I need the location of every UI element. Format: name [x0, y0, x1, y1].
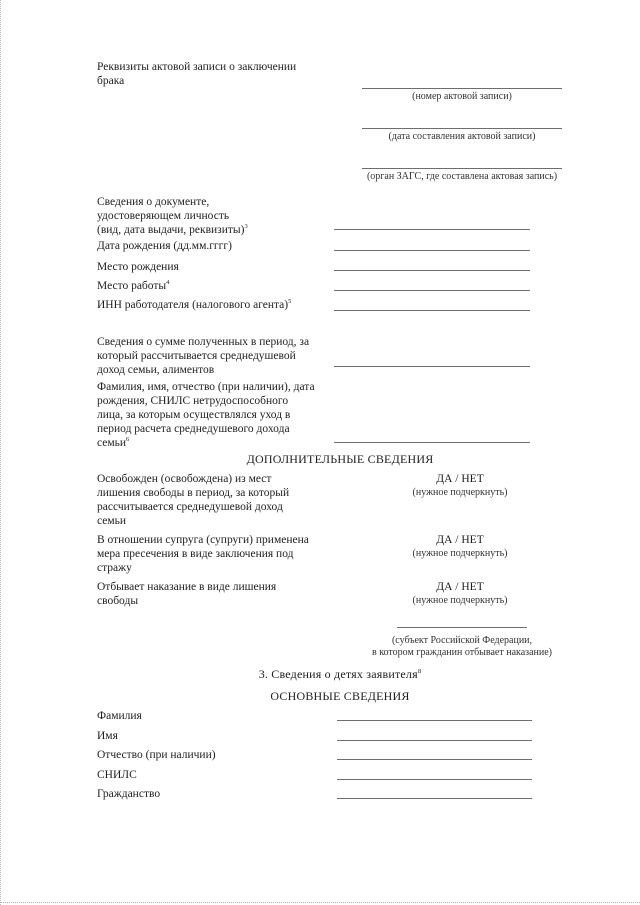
children-heading: ОСНОВНЫЕ СВЕДЕНИЯ [270, 689, 410, 703]
care-line: лица, за которым осуществлялся уход в [97, 409, 291, 421]
identity-document-line: (вид, дата выдачи, реквизиты)$^3$ [97, 223, 248, 236]
care-line: период расчета среднедушевого дохода [97, 423, 290, 435]
employer-inn-label: ИНН работодателя (налогового агента)$^5$ [97, 298, 292, 311]
employer-inn-field[interactable] [334, 310, 530, 311]
subject-caption [350, 635, 574, 659]
workplace-field[interactable] [334, 290, 530, 291]
alimony-line: доход семьи, алиментов [97, 364, 215, 376]
serving-line: Отбывает наказание в виде лишения [97, 581, 277, 593]
alimony-label [97, 335, 309, 377]
released-label [97, 472, 289, 528]
footnote-mark: 4 [166, 279, 170, 287]
child-surname-label: Фамилия [97, 710, 142, 722]
identity-document-line: удостоверяющем личность [97, 210, 230, 222]
serving-label [97, 580, 276, 608]
footnote-mark: 8 [417, 668, 422, 675]
child-snils-field[interactable] [337, 779, 532, 780]
identity-document-line: Сведения о документе, [97, 196, 210, 208]
registry-office-caption: (орган ЗАГС, где составлена актовая запись) [366, 171, 558, 182]
child-snils-label: СНИЛС [97, 769, 137, 781]
registry-title-line: брака [97, 75, 125, 87]
page-bottom-edge [0, 902, 640, 903]
record-number-caption: (номер актовой записи) [412, 91, 512, 102]
released-yes-no[interactable]: ДА / НЕТ [436, 473, 484, 485]
released-line: Освобожден (освобождена) из мест [97, 473, 272, 485]
child-citizenship-field[interactable] [337, 798, 532, 799]
subject-caption-line: в котором гражданин отбывает наказание) [371, 647, 553, 658]
care-field[interactable] [334, 442, 530, 443]
footnote-mark: 6 [126, 436, 130, 444]
identity-document-label [97, 195, 248, 237]
alimony-line: который рассчитывается среднедушевой [97, 350, 296, 362]
birth-place-field[interactable] [334, 270, 530, 271]
record-number-field[interactable] [362, 88, 562, 89]
registry-office-field[interactable] [362, 168, 562, 169]
workplace-label: Место работы$^4$ [97, 279, 170, 292]
custody-line: мера пресечения в виде заключения под [97, 548, 294, 560]
footnote-mark: 3 [244, 223, 248, 231]
child-name-field[interactable] [337, 740, 532, 741]
custody-yes-no[interactable]: ДА / НЕТ [436, 534, 484, 546]
child-patronymic-label: Отчество (при наличии) [97, 749, 216, 761]
care-line: рождения, СНИЛС нетрудоспособного [97, 395, 289, 407]
identity-document-field[interactable] [334, 229, 530, 230]
released-hint: (нужное подчеркнуть) [412, 487, 508, 498]
subject-caption-line: (субъект Российской Федерации, [391, 635, 533, 646]
released-line: рассчитывается среднедушевой доход [97, 501, 283, 513]
birth-date-label: Дата рождения (дд.мм.гггг) [97, 240, 232, 252]
released-line: семьи [97, 515, 127, 527]
child-surname-field[interactable] [337, 720, 532, 721]
serving-hint: (нужное подчеркнуть) [412, 595, 508, 606]
subject-field[interactable] [397, 627, 527, 628]
custody-hint: (нужное подчеркнуть) [412, 548, 508, 559]
serving-line: свободы [97, 595, 139, 607]
care-line: семьи$^6$ [97, 436, 130, 449]
care-label [97, 380, 315, 450]
alimony-field[interactable] [334, 366, 530, 367]
child-citizenship-label: Гражданство [97, 788, 161, 800]
record-date-field[interactable] [362, 128, 562, 129]
registry-title-line: Реквизиты актовой записи о заключении [97, 61, 297, 73]
custody-line: стражу [97, 562, 132, 574]
child-patronymic-field[interactable] [337, 759, 532, 760]
registry-title [97, 60, 296, 88]
page-left-edge [0, 0, 2, 905]
birth-date-field[interactable] [334, 250, 530, 251]
custody-label [97, 533, 309, 575]
footnote-mark: 5 [288, 298, 292, 306]
record-date-caption: (дата составления актовой записи) [388, 131, 536, 142]
serving-yes-no[interactable]: ДА / НЕТ [436, 581, 484, 593]
care-line: Фамилия, имя, отчество (при наличии), дата [97, 381, 315, 393]
released-line: лишения свободы в период, за который [97, 487, 290, 499]
birth-place-label: Место рождения [97, 261, 179, 273]
alimony-line: Сведения о сумме полученных в период, за [97, 336, 310, 348]
custody-line: В отношении супруга (супруги) применена [97, 534, 309, 546]
additional-heading: ДОПОЛНИТЕЛЬНЫЕ СВЕДЕНИЯ [246, 452, 434, 466]
children-section-title: 3. Сведения о детях заявителя$^8$ [258, 667, 422, 681]
child-name-label: Имя [97, 730, 118, 742]
